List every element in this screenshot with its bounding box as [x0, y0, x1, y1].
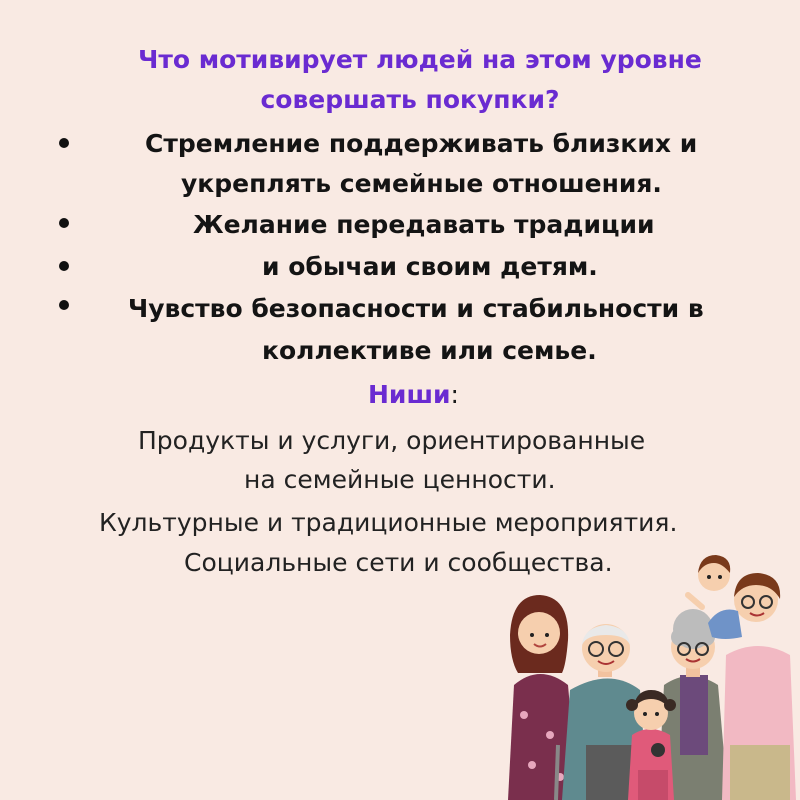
motivation-line: Чувство безопасности и стабильности в [128, 294, 704, 323]
heading-line-1: Что мотивирует людей на этом уровне [138, 45, 702, 74]
motivation-line: коллективе или семье. [262, 336, 597, 365]
motivation-line: укреплять семейные отношения. [181, 169, 662, 198]
motivation-line: Желание передавать традиции [193, 210, 655, 239]
bullet-icon [59, 218, 69, 228]
niche-item: Социальные сети и сообщества. [184, 548, 613, 577]
niche-item: на семейные ценности. [244, 465, 556, 494]
niche-item: Культурные и традиционные мероприятия. [99, 508, 678, 537]
family-illustration [490, 545, 800, 800]
niches-title: Ниши [368, 380, 451, 409]
girl-figure [626, 690, 676, 800]
bullet-icon [59, 261, 69, 271]
bullet-icon [59, 300, 69, 310]
motivation-line: и обычаи своим детям. [262, 252, 598, 281]
niche-item: Продукты и услуги, ориентированные [138, 426, 646, 455]
niches-colon: : [450, 380, 459, 409]
niches-heading [368, 377, 459, 412]
father-figure [722, 573, 796, 800]
motivation-line: Стремление поддерживать близких и [145, 129, 698, 158]
heading-line-2: совершать покупки? [260, 85, 560, 114]
bullet-icon [59, 138, 69, 148]
